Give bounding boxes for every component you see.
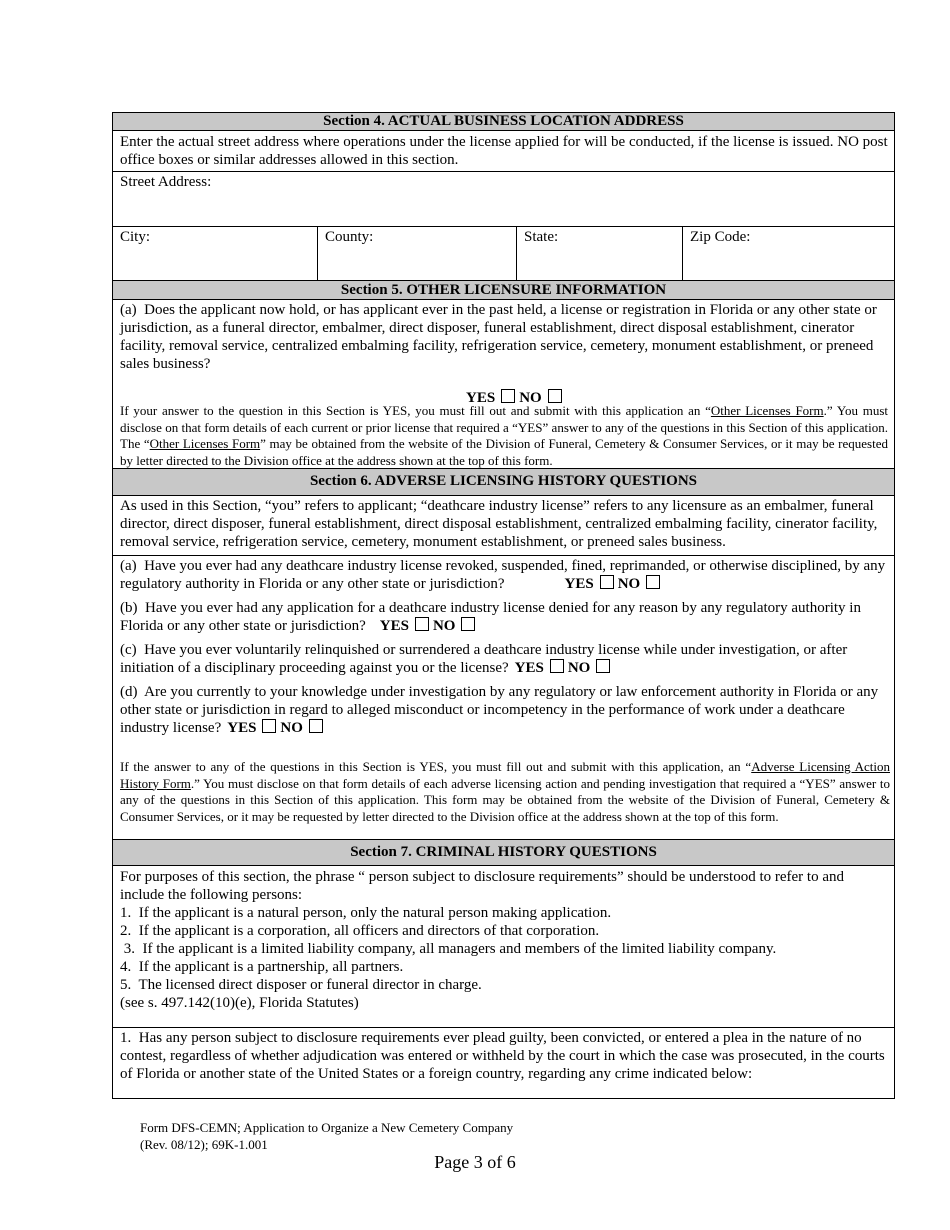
section4-instructions: Enter the actual street address where operations under the license applied for will be conducted, if the license is issued. NO post office boxes or similar addresses allowed in this section. (120, 134, 892, 168)
county-field[interactable] (318, 227, 516, 280)
section5-question-a: (a) Does the applicant now hold, or has applicant ever in the past held, a license or registration in Florida or any other state or jurisdiction, as a funeral director, embalmer, direct disposer, funeral establishment, direct disposal establishment, cinerator facility, removal service, centralized embalming facility, refrigeration service, cemetery, monument establishment, or preneed sales business? (120, 302, 881, 372)
section5-note: If your answer to the question in this Section is YES, you must fill out and submit with this application an “Other Licenses Form.” You must disclose on that form details of each current or prior license that required a “YES” answer to any of the questions in this Section of this application. The “Other Licenses Form” may be obtained from the website of the Division of Funeral, Cemetery & Consumer Services, or it may be requested by letter directed to the Division office at the address shown at the top of this form. (120, 403, 888, 468)
section6-intro: As used in this Section, “you” refers to applicant; “deathcare industry license” refers to any licensure as an embalmer, funeral director, direct disposer, funeral establishment, direct disposal establishment, centralized embalming facility, cinerator facility, removal service, refrigeration service, cemetery, monument establishment, or preneed sales business. (120, 498, 882, 550)
section6-c-yes-checkbox[interactable] (550, 659, 564, 673)
section6-question-b: (b) Have you ever had any application for a deathcare industry license denied for any reason by any regulatory authority in Florida or any other state or jurisdiction? YES NO (120, 600, 865, 634)
section6-d-yes-checkbox[interactable] (262, 719, 276, 733)
section7-statute: (see s. 497.142(10)(e), Florida Statutes) (120, 995, 359, 1011)
section7-question-1: 1. Has any person subject to disclosure requirements ever plead guilty, been convicted, or entered a plea in the nature of no contest, regardless of whether adjudication was entered or withheld by the court in which the case was prosecuted, in the courts of Florida or another state of the United States or a foreign country, regarding any crime indicated below: (120, 1030, 889, 1082)
section6-a-no-checkbox[interactable] (646, 575, 660, 589)
section4-header: Section 4. ACTUAL BUSINESS LOCATION ADDRESS (113, 113, 894, 131)
street-address-label: Street Address: (120, 174, 212, 190)
adverse-licensing-form-link[interactable]: Adverse Licensing Action History Form (120, 759, 890, 791)
state-field[interactable] (517, 227, 682, 280)
section6-header: Section 6. ADVERSE LICENSING HISTORY QUESTIONS (113, 468, 894, 496)
section7-header: Section 7. CRIMINAL HISTORY QUESTIONS (113, 839, 894, 866)
section6-d-no-checkbox[interactable] (309, 719, 323, 733)
section6-question-a: (a) Have you ever had any deathcare industry license revoked, suspended, fined, reprimanded, or otherwise disciplined, by any regulatory authority in Florida or any other state or jurisdiction? YES NO (120, 558, 889, 592)
yes-label: YES (466, 390, 496, 406)
section6-note: If the answer to any of the questions in this Section is YES, you must fill out and submit with this application, an “Adverse Licensing Action History Form.” You must disclose on that form details of each adverse licensing action and pending investigation that required a “YES” answer to any of the questions in this Section of this application. This form may be obtained from the website of the Division of Funeral, Cemetery & Consumer Services, or it may be requested by letter directed to the Division office at the address shown at the top of this form. (120, 759, 891, 824)
section6-b-no-checkbox[interactable] (461, 617, 475, 631)
section6-a-yes-checkbox[interactable] (600, 575, 614, 589)
section7-intro: For purposes of this section, the phrase “ person subject to disclosure requirements” should be understood to refer to and include the following persons: (120, 869, 848, 903)
state-label: State: (524, 229, 559, 245)
section5-no-checkbox[interactable] (548, 389, 562, 403)
section6-b-yes-checkbox[interactable] (415, 617, 429, 631)
page-number: Page 3 of 6 (434, 1152, 516, 1172)
section7-item-3: 3. If the applicant is a limited liability company, all managers and members of the limited liability company. (120, 941, 777, 957)
section5-yes-checkbox[interactable] (501, 389, 515, 403)
section6-question-d: (d) Are you currently to your knowledge under investigation by any regulatory or law enforcement authority in Florida or any other state or jurisdiction in regard to alleged misconduct or incompetency in the performance of work under a deathcare industry license? YES NO (120, 684, 882, 736)
section6-question-c: (c) Have you ever voluntarily relinquished or surrendered a deathcare industry license while under investigation, or after initiation of a disciplinary proceeding against you or the license? YES NO (120, 642, 851, 676)
form-id: Form DFS-CEMN; Application to Organize a New Cemetery Company (140, 1120, 514, 1135)
form-footer (140, 1120, 513, 1153)
section7-item-4: 4. If the applicant is a partnership, all partners. (120, 959, 404, 975)
section5-header: Section 5. OTHER LICENSURE INFORMATION (113, 280, 894, 300)
form-revision: (Rev. 08/12); 69K-1.001 (140, 1136, 268, 1152)
city-field[interactable] (113, 227, 317, 280)
other-licenses-form-link[interactable]: Other Licenses Form (710, 403, 824, 418)
section7-item-5: 5. The licensed direct disposer or funeral director in charge. (120, 977, 482, 993)
county-label: County: (325, 229, 374, 245)
section6-c-no-checkbox[interactable] (596, 659, 610, 673)
application-form (112, 112, 895, 1099)
city-label: City: (120, 229, 151, 245)
other-licenses-form-link-2[interactable]: Other Licenses Form (149, 436, 261, 451)
section7-item-2: 2. If the applicant is a corporation, all officers and directors of that corporation. (120, 923, 600, 939)
no-label: NO (519, 390, 542, 406)
zip-code-label: Zip Code: (690, 229, 751, 245)
section7-item-1: 1. If the applicant is a natural person, only the natural person making application. (120, 905, 612, 921)
street-address-field[interactable] (113, 172, 894, 226)
zip-code-field[interactable] (683, 227, 894, 280)
